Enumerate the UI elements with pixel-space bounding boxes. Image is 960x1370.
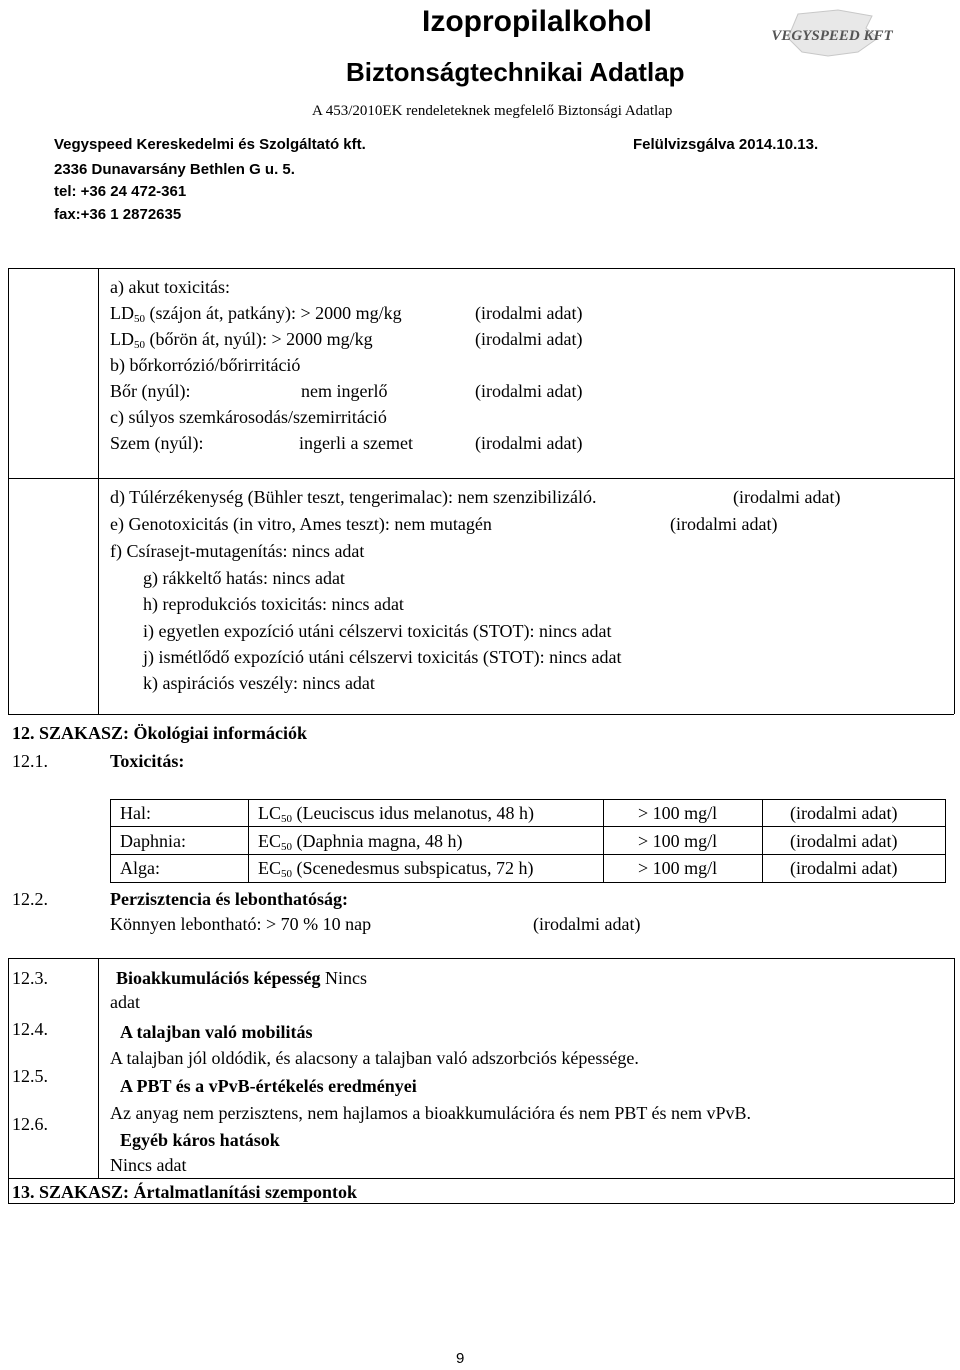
aquatic-table-col0 bbox=[110, 799, 111, 882]
table-row: (irodalmi adat) bbox=[790, 858, 898, 878]
aspiration-line: k) aspirációs veszély: nincs adat bbox=[143, 673, 375, 693]
germ-cell-line: f) Csírasejt-mutagenítás: nincs adat bbox=[110, 541, 365, 561]
document-subtitle: Biztonságtechnikai Adatlap bbox=[346, 57, 685, 87]
aquatic-table-row2 bbox=[110, 854, 946, 855]
s122-text: Könnyen lebontható: > 70 % 10 nap bbox=[110, 914, 372, 934]
table-row: (irodalmi adat) bbox=[790, 803, 898, 823]
ld50-oral-ref: (irodalmi adat) bbox=[475, 303, 583, 323]
aquatic-table-col3 bbox=[762, 799, 763, 882]
s123-number: 12.3. bbox=[12, 968, 48, 988]
ld50-skin: $LD_{50}$ (bőrön át, nyúl): > 2000 mg/kg bbox=[110, 329, 373, 351]
skin-ref: (irodalmi adat) bbox=[475, 381, 583, 401]
company-name: Vegyspeed Kereskedelmi és Szolgáltató kft. bbox=[54, 136, 366, 153]
box-top-line bbox=[8, 268, 954, 269]
stot-single-line: i) egyetlen expozíció utáni célszervi toxicitás (STOT): nincs adat bbox=[143, 621, 612, 641]
genotoxicity-line: e) Genotoxicitás (in vitro, Ames teszt): nem mutagén bbox=[110, 514, 492, 534]
ld50-oral: $LD_{50}$ (szájon át, patkány): > 2000 mg/kg bbox=[110, 303, 402, 325]
skin-label: Bőr (nyúl): bbox=[110, 381, 191, 401]
s126-title: Egyéb káros hatások bbox=[120, 1130, 280, 1150]
s126-number: 12.6. bbox=[12, 1114, 48, 1134]
table-row: > 100 mg/l bbox=[638, 858, 718, 878]
box-right-line bbox=[954, 268, 955, 714]
lower-box-left bbox=[8, 958, 9, 1203]
regulation-note: A 453/2010EK rendeleteknek megfelelő Biztonsági Adatlap bbox=[312, 103, 673, 119]
logo-text: VEGYSPEED KFT bbox=[771, 28, 893, 44]
table-row: $LC_{50}$ (Leuciscus idus melanotus, 48 h) bbox=[258, 803, 534, 825]
s121-number: 12.1. bbox=[12, 751, 48, 771]
s125-number: 12.5. bbox=[12, 1066, 48, 1086]
lower-box-right bbox=[954, 958, 955, 1203]
skin-corrosion-title: b) bőrkorrózió/bőrirritáció bbox=[110, 355, 301, 375]
sensitization-line: d) Túlérzékenység (Bühler teszt, tengerimalac): nem szenzibilizáló. bbox=[110, 487, 597, 507]
eye-label: Szem (nyúl): bbox=[110, 433, 204, 453]
sensitization-ref: (irodalmi adat) bbox=[733, 487, 841, 507]
s123-value-cont: adat bbox=[110, 992, 140, 1012]
skin-value: nem ingerlő bbox=[301, 381, 388, 401]
lower-box-inner bbox=[98, 958, 99, 1178]
table-row: $EC_{50}$ (Daphnia magna, 48 h) bbox=[258, 831, 463, 853]
aquatic-table-col1 bbox=[248, 799, 249, 882]
table-row: > 100 mg/l bbox=[638, 803, 718, 823]
lower-box-divider bbox=[8, 1178, 954, 1179]
eye-ref: (irodalmi adat) bbox=[475, 433, 583, 453]
box-bottom-line bbox=[8, 714, 954, 715]
box-left-line bbox=[8, 268, 9, 714]
s125-title: A PBT és a vPvB-értékelés eredményei bbox=[120, 1076, 417, 1096]
stot-repeated-line: j) ismétlődő expozíció utáni célszervi toxicitás (STOT): nincs adat bbox=[143, 647, 622, 667]
s126-text: Nincs adat bbox=[110, 1155, 187, 1175]
document-title: Izopropilalkohol bbox=[422, 5, 652, 38]
table-row: Hal: bbox=[120, 803, 151, 823]
ld50-skin-ref: (irodalmi adat) bbox=[475, 329, 583, 349]
s125-text: Az anyag nem perzisztens, nem hajlamos a bioakkumulációra és nem PBT és nem vPvB. bbox=[110, 1103, 752, 1123]
carcinogenicity-line: g) rákkeltő hatás: nincs adat bbox=[143, 568, 345, 588]
s122-title: Perzisztencia és lebonthatóság: bbox=[110, 889, 348, 909]
s123-line: Bioakkumulációs képesség Nincs bbox=[116, 968, 368, 988]
s124-title: A talajban való mobilitás bbox=[120, 1022, 313, 1042]
table-row: (irodalmi adat) bbox=[790, 831, 898, 851]
s124-number: 12.4. bbox=[12, 1019, 48, 1039]
table-row: $EC_{50}$ (Scenedesmus subspicatus, 72 h) bbox=[258, 858, 534, 880]
company-fax: fax:+36 1 2872635 bbox=[54, 206, 182, 223]
aquatic-table-top bbox=[110, 799, 946, 800]
company-logo bbox=[768, 8, 896, 60]
lower-box-top bbox=[8, 958, 954, 959]
aquatic-table-col2 bbox=[603, 799, 604, 882]
section12-heading: 12. SZAKASZ: Ökológiai információk bbox=[12, 723, 308, 743]
eye-damage-title: c) súlyos szemkárosodás/szemirritáció bbox=[110, 407, 387, 427]
s121-title: Toxicitás: bbox=[110, 751, 185, 771]
s122-number: 12.2. bbox=[12, 889, 48, 909]
table-row: Daphnia: bbox=[120, 831, 186, 851]
genotoxicity-ref: (irodalmi adat) bbox=[670, 514, 778, 534]
reproductive-line: h) reprodukciós toxicitás: nincs adat bbox=[143, 594, 404, 614]
acute-toxicity-title: a) akut toxicitás: bbox=[110, 277, 230, 297]
company-tel: tel: +36 24 472-361 bbox=[54, 183, 187, 200]
company-address: 2336 Dunavarsány Bethlen G u. 5. bbox=[54, 161, 295, 178]
page-number: 9 bbox=[456, 1350, 465, 1367]
lower-box-bottom bbox=[8, 1203, 954, 1204]
box-divider-line bbox=[8, 478, 954, 479]
aquatic-table-col4 bbox=[945, 799, 946, 882]
section13-heading: 13. SZAKASZ: Ártalmatlanítási szempontok bbox=[12, 1182, 358, 1202]
s122-ref: (irodalmi adat) bbox=[533, 914, 641, 934]
table-row: > 100 mg/l bbox=[638, 831, 718, 851]
s124-text: A talajban jól oldódik, és alacsony a talajban való adszorbciós képessége. bbox=[110, 1048, 639, 1068]
eye-value: ingerli a szemet bbox=[299, 433, 413, 453]
table-row: Alga: bbox=[120, 858, 160, 878]
box-inner-line bbox=[98, 268, 99, 714]
revision-date: Felülvizsgálva 2014.10.13. bbox=[633, 136, 819, 153]
